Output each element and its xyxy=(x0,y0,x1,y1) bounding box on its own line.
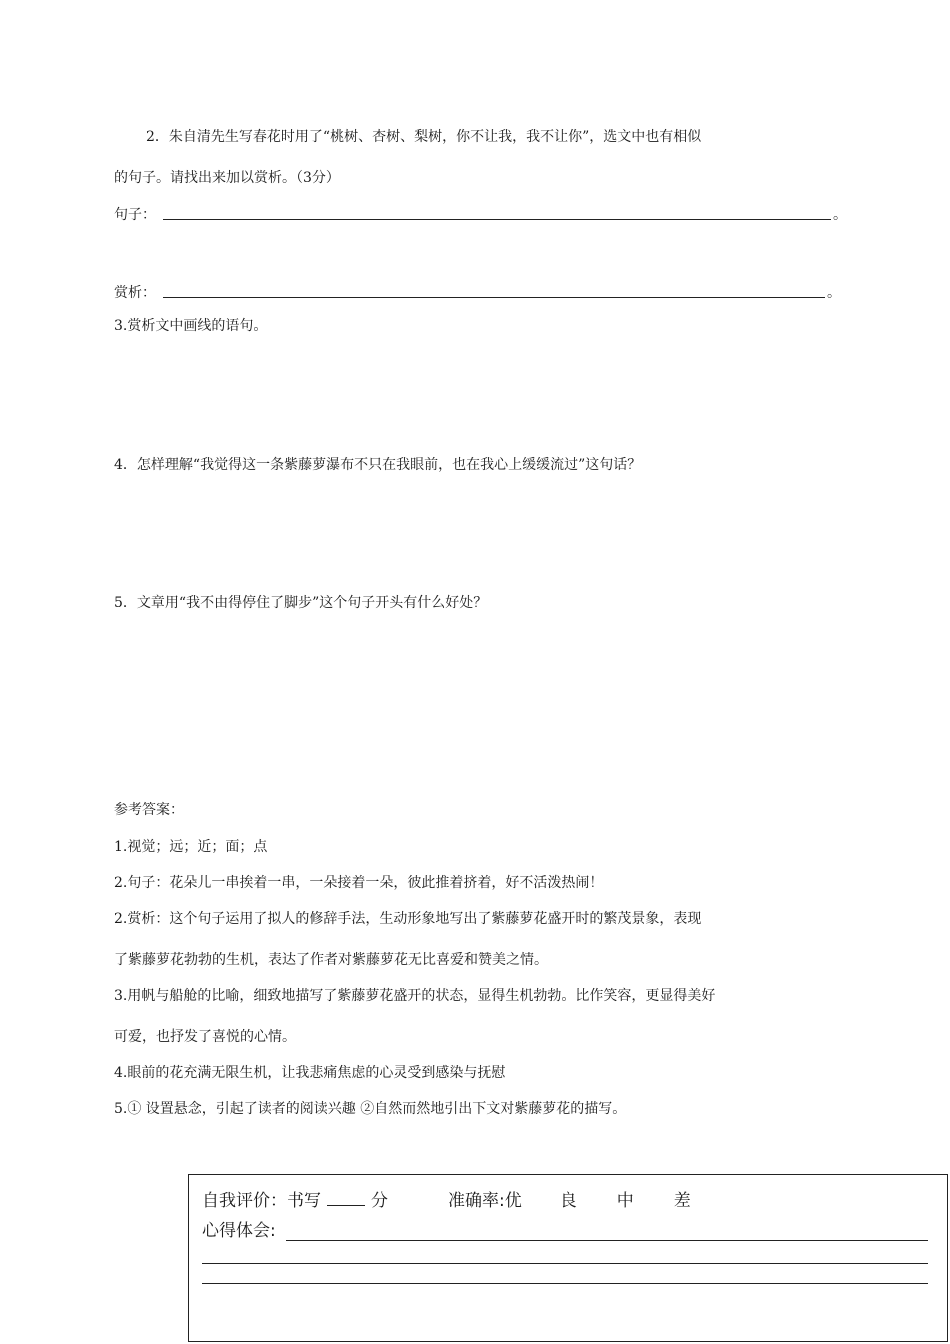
question-4: 4．怎样理解“我觉得这一条紫藤萝瀑布不只在我眼前，也在我心上缓缓流过”这句话？ xyxy=(114,457,642,473)
grade-good: 良 xyxy=(559,1191,577,1211)
sentence-label: 句子： xyxy=(114,207,156,223)
answer-5: 5.① 设置悬念，引起了读者的阅读兴趣 ②自然而然地引出下文对紫藤萝花的描写。 xyxy=(114,1101,627,1117)
question-2-line2: 的句子。请找出来加以赏析。（3分） xyxy=(114,170,340,186)
accuracy-label: 准确率:优 xyxy=(448,1191,522,1211)
reflection-line-3[interactable] xyxy=(202,1283,928,1284)
self-evaluation-row xyxy=(202,1191,691,1210)
score-unit: 分 xyxy=(371,1191,388,1211)
answer-2-appreciation-line1: 2.赏析：这个句子运用了拟人的修辞手法，生动形象地写出了紫藤萝花盛开时的繁茂景象，表现 xyxy=(114,911,702,927)
reflection-line-1[interactable] xyxy=(286,1240,928,1241)
grade-mid: 中 xyxy=(616,1191,634,1211)
question-5: 5．文章用“我不由得停住了脚步”这个句子开头有什么好处？ xyxy=(114,595,488,611)
answer-2-appreciation-line2: 了紫藤萝花勃勃的生机，表达了作者对紫藤萝花无比喜爱和赞美之情。 xyxy=(114,952,548,968)
question-3: 3.赏析文中画线的语句。 xyxy=(114,318,268,334)
grade-poor: 差 xyxy=(673,1191,691,1211)
question-2-line1: 2．朱自清先生写春花时用了“桃树、杏树、梨树，你不让我，我不让你”，选文中也有相似 xyxy=(146,129,702,145)
writing-score-blank[interactable] xyxy=(327,1191,365,1206)
answer-3-line1: 3.用帆与船舱的比喻，细致地描写了紫藤萝花盛开的状态，显得生机勃勃。比作笑容，更显得美好 xyxy=(114,988,716,1004)
reflection-line-2[interactable] xyxy=(202,1263,928,1264)
appreciation-answer-line[interactable] xyxy=(163,297,825,298)
reflection-label: 心得体会: xyxy=(202,1221,276,1241)
appreciation-label: 赏析： xyxy=(114,285,156,301)
appreciation-end-mark: 。 xyxy=(827,285,841,301)
answer-4: 4.眼前的花充满无限生机，让我悲痛焦虑的心灵受到感染与抚慰 xyxy=(114,1065,506,1081)
answer-2-sentence: 2.句子：花朵儿一串挨着一串，一朵接着一朵，彼此推着挤着，好不活泼热闹！ xyxy=(114,875,604,891)
sentence-answer-line[interactable] xyxy=(163,219,831,220)
self-evaluation-box xyxy=(188,1174,948,1342)
sentence-end-mark: 。 xyxy=(833,207,847,223)
answer-1: 1.视觉；远；近；面；点 xyxy=(114,839,268,855)
self-evaluation-label: 自我评价：书写 xyxy=(202,1191,321,1211)
answer-3-line2: 可爱，也抒发了喜悦的心情。 xyxy=(114,1029,296,1045)
answers-title: 参考答案： xyxy=(114,802,184,818)
